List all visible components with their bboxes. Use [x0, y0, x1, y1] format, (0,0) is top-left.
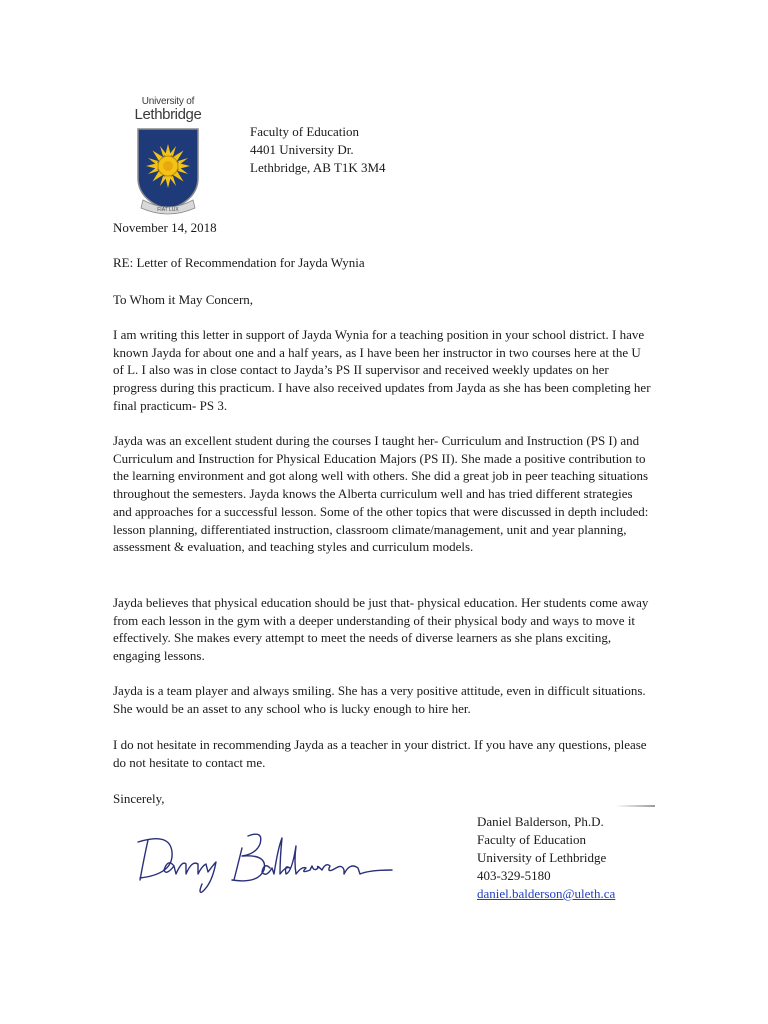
sun-icon	[146, 144, 190, 188]
signer-institution: University of Lethbridge	[477, 850, 607, 865]
salutation: To Whom it May Concern,	[113, 292, 254, 307]
paragraph-3	[113, 594, 653, 665]
paragraph-text: Jayda was an excellent student during the courses I taught her- Curriculum and Instruction (PS I) and Curriculum and Instruction for Physical Education Majors (PS II). She made a positive contribution to the learning environment and got along well with others. She did a great job in peer teaching situations throughout the semesters. Jayda knows the Alberta curriculum well and has tried different strategies and approaches for a successful lesson. Some of the other topics that were discussed in depth included: lesson planning, differentiated instruction, classroom climate/management, unit and year planning, assessment & evaluation, and teaching styles and curriculum models.	[113, 433, 649, 555]
sender-address	[250, 123, 386, 177]
paragraph-text: Jayda is a team player and always smiling. She has a very positive attitude, even in difficult situations. She would be an asset to any school who is lucky enough to hire her.	[113, 683, 646, 716]
handwritten-signature	[130, 818, 400, 898]
paragraph-text: Jayda believes that physical education should be just that- physical education. Her students come away from each lesson in the gym with a deeper understanding of their physical body and ways to move it effectively. She makes every attempt to meet the needs of diverse learners as she plans exciting, engaging lessons.	[113, 595, 649, 664]
paragraph-text: I am writing this letter in support of Jayda Wynia for a teaching position in your school district. I have known Jayda for about one and a half years, as I have been her instructor in two courses here at the U of L. I also was in close contact to Jayda’s PS II supervisor and received weekly updates on her progress during this practicum. I have also received updates from Jayda as she has been completing her final practicum- PS 3.	[113, 327, 651, 413]
closing: Sincerely,	[113, 791, 165, 806]
paragraph-4	[113, 682, 653, 717]
subject-line: RE: Letter of Recommendation for Jayda Wynia	[113, 255, 365, 270]
paragraph-1	[113, 326, 653, 415]
signer-phone: 403-329-5180	[477, 868, 551, 883]
letter-date: November 14, 2018	[113, 220, 217, 235]
scan-mark	[615, 805, 655, 807]
university-logo	[122, 96, 214, 214]
paragraph-5	[113, 736, 653, 771]
address-line2: 4401 University Dr.	[250, 142, 354, 157]
paragraph-2	[113, 432, 653, 556]
logo-text-line1: University of	[141, 96, 195, 107]
address-line1: Faculty of Education	[250, 124, 360, 139]
shield-icon	[133, 126, 203, 218]
signer-name: Daniel Balderson, Ph.D.	[477, 814, 604, 829]
logo-text-line2: Lethbridge	[134, 106, 202, 123]
ribbon-motto: FIAT LUX	[157, 207, 179, 213]
signature-block	[477, 813, 615, 903]
signer-department: Faculty of Education	[477, 832, 587, 847]
paragraph-text: I do not hesitate in recommending Jayda as a teacher in your district. If you have any questions, please do not hesitate to contact me.	[113, 737, 647, 770]
email-link[interactable]: daniel.balderson@uleth.ca	[477, 886, 616, 901]
address-line3: Lethbridge, AB T1K 3M4	[250, 160, 386, 175]
